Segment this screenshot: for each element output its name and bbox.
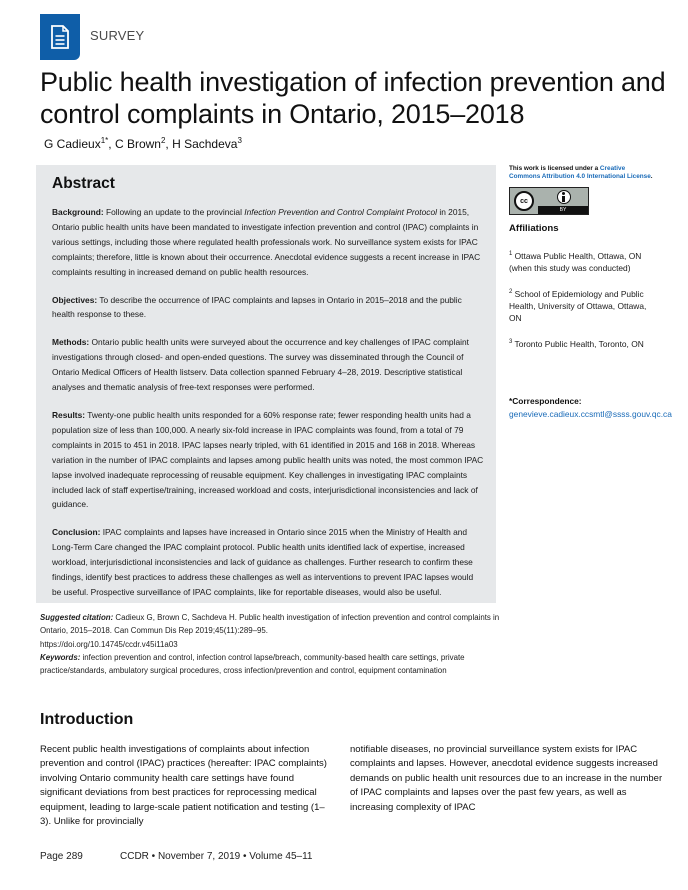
author-affiliation-mark: 1* [100,136,109,145]
author-affiliation-mark: 2 [160,136,166,145]
journal-info: CCDR • November 7, 2019 • Volume 45–11 [120,851,313,862]
survey-badge [40,14,80,60]
abstract-methods [52,335,484,395]
author-affiliation-mark: 3 [237,136,242,145]
attribution-person-icon [557,190,571,204]
section-text: Following an update to the provincial [103,207,245,217]
affiliation-item [509,336,654,350]
introduction-column-1: Recent public health investigations of complaints about infection prevention and control (IPAC) practices (hereafter: IPAC complaints) involving Ontario community health care settings have found significant deviations from best practices for reprocessing medical equipment, leading to large-scale patient notification and testing (1–3). Unlike for provincially [40,744,327,828]
affiliation-item [509,286,654,325]
section-text: IPAC complaints and lapses have increased in Ontario since 2015 when the Ministry of Health and Long-Term Care changed the IPAC complaint protocol. Public health units identified lack of expertise, increased workload, interjurisdictional inconsistencies and lack of guidance as challenges. Further research to confirm these findings, identify best practices to address these challenges as well as interventions to prevent IPAC lapses would be useful. Prospective surveillance of IPAC complaints, like for reportable diseases, would also be useful. [52,527,474,597]
author-name: G Cadieux [44,137,101,151]
affiliation-item [509,248,654,275]
license-text: . [650,173,653,180]
correspondence-label: *Correspondence: [509,396,582,406]
doi-link[interactable]: https://doi.org/10.14745/ccdr.v45i11a03 [40,639,178,649]
affiliations-heading: Affiliations [509,223,559,234]
license-text: This work is licensed under a [509,165,600,172]
section-label: Objectives: [52,294,98,305]
affiliation-number: 1 [509,251,513,257]
document-icon [50,25,70,49]
abstract-box [36,165,496,603]
article-category: SURVEY [90,28,145,43]
introduction-column-2: notifiable diseases, no provincial surveillance system exists for IPAC complaints and lapses. However, anecdotal evidence suggests increased demands on public health unit resources due to an increase in the number of IPAC complaints and lapses over the past few years, as well as increasing complexity of IPAC [350,744,663,813]
license-link[interactable]: Creative Commons Attribution 4.0 International License [509,165,651,180]
affiliation-number: 2 [509,288,513,295]
author-name: H Sachdeva [172,137,238,151]
section-label: Background: [52,207,104,217]
section-label: Methods: [52,337,90,348]
correspondence [509,395,672,421]
keywords [40,651,500,678]
section-text: in 2015, Ontario public health units have been mandated to investigate infection prevention and control (IPAC) complaints in various settings, including those where regulated health professionals work. No surveillance system exists for IPAC complaints; therefore, little is known about their occurrence. Anecdotal evidence suggests a recent increase in IPAC complaints resulting in increased demand on public health resources. [52,207,481,277]
cc-by-badge[interactable] [509,187,589,215]
abstract-heading: Abstract [52,175,115,192]
introduction-heading: Introduction [40,711,134,728]
article-title: Public health investigation of infection prevention and control complaints in Ontario, 2015–2018 [40,67,666,129]
affiliation-text: Toronto Public Health, Toronto, ON [512,338,644,349]
by-label: BY [538,206,588,214]
abstract-background [52,205,484,280]
section-text: Twenty-one public health units responded for a 60% response rate; fewer responding health units had a population size of less than 100,000. A nearly six-fold increase in IPAC complaints was found, from a total of 79 complaints in 2015 to 451 in 2018. IPAC lapses nearly tripled, with 61 identified in 2015 and 168 in 2018. Whereas variation in the number of IPAC complaints and lapses among public health units was noted, the most common IPAC lapse involved inadequate reprocessing of reusable equipment. Key challenges in investigating IPAC complaints included lack of staff expertise/training, increased workload and costs, interjurisdictional inconsistencies and lack of guidance. [52,409,484,510]
section-label: Results: [52,409,86,420]
sidebar [509,165,654,350]
suggested-citation [40,611,500,638]
creative-commons-icon: cc [514,191,534,211]
license-notice [509,165,654,181]
keywords-text: infection prevention and control, infection control lapse/breach, community-based health care settings, private practice/standards, ambulatory surgical procedures, cross infection/prevention and control, equipment contamination [40,652,465,676]
correspondence-email-link[interactable]: genevieve.cadieux.ccsmtl@ssss.gouv.qc.ca [509,409,672,419]
citation-label: Suggested citation: [40,613,114,622]
citation-block [40,611,500,677]
abstract-objectives [52,293,484,323]
section-text: To describe the occurrence of IPAC complaints and lapses in Ontario in 2015–2018 and the public health response to these. [52,294,462,320]
author-list: G Cadieux$^{1*}$, C Brown$^2$, H Sachdeva$^3$ [44,136,242,151]
affiliation-text: School of Epidemiology and Public Health, University of Ottawa, Ottawa, ON [509,288,647,324]
affiliation-text: Ottawa Public Health, Ottawa, ON (when this study was conducted) [509,250,642,274]
affiliation-number: 3 [509,338,513,345]
citation-text: Cadieux G, Brown C, Sachdeva H. Public health investigation of infection prevention and control complaints in Ontario, 2015–2018. Can Commun Dis Rep 2019;45(11):289–95. [40,613,500,636]
keywords-label: Keywords: [40,652,81,662]
page-number: Page 289 [40,851,83,862]
protocol-name: Infection Prevention and Control Complaint Protocol [244,207,437,217]
author-name: C Brown [114,137,161,151]
section-label: Conclusion: [52,527,101,538]
abstract-results [52,408,484,512]
abstract-conclusion [52,525,484,600]
section-text: Ontario public health units were surveyed about the occurrence and key challenges of IPAC complaint investigations through closed- and open-ended questions. The survey was disseminated through the Council of Ontario Medical Officers of Health listserv. Data collection spanned February 4–28, 2019. Descriptive statistical analyses and thematic analysis of free-text responses were performed. [52,337,469,393]
